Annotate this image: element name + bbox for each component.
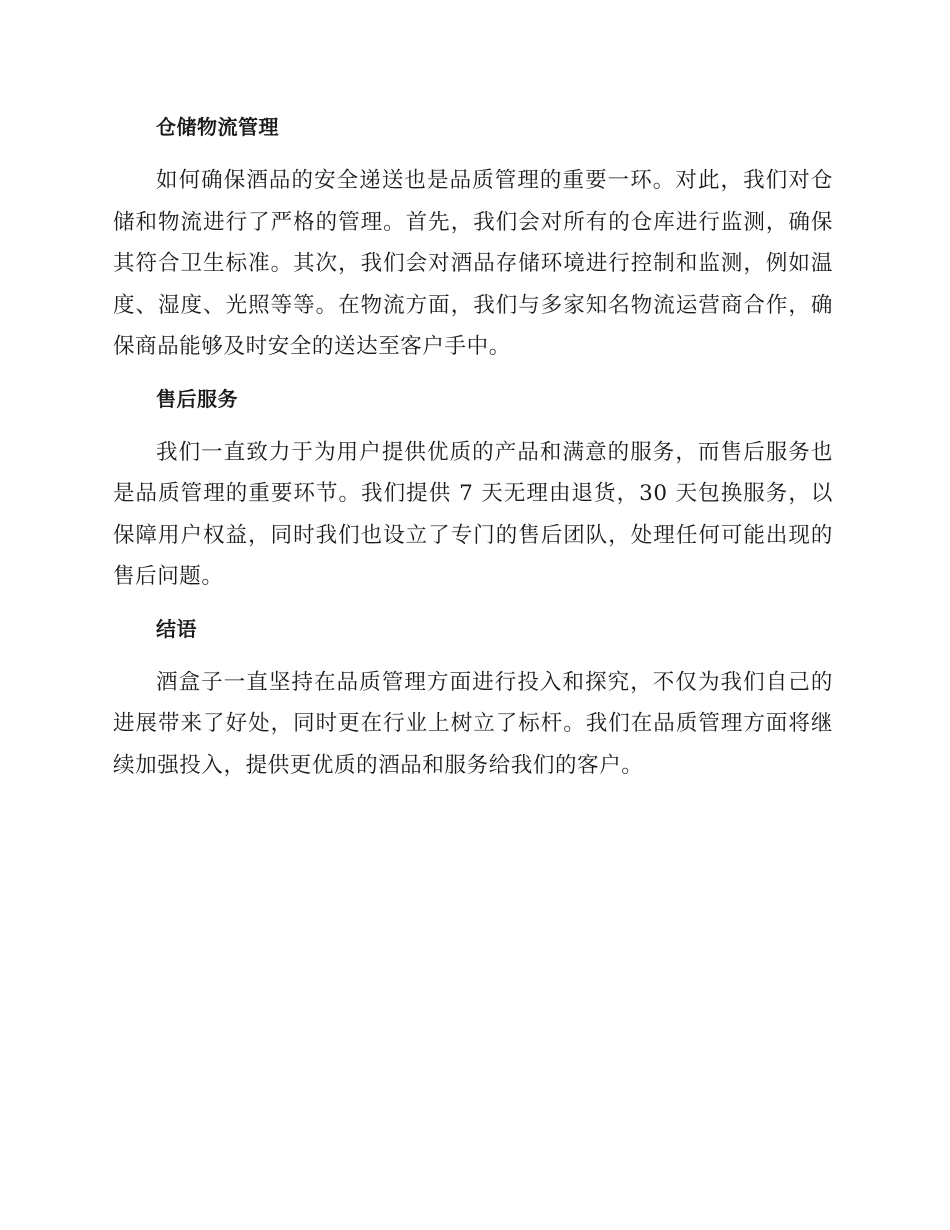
document-body [113, 108, 833, 798]
section-paragraph-after-sales: 我们一直致力于为用户提供优质的产品和满意的服务，而售后服务也是品质管理的重要环节。我们提供 7 天无理由退货，30 天包换服务，以保障用户权益，同时我们也设立了专门的售后团队，处理任何可能出现的售后问题。 [113, 439, 833, 589]
section-heading-after-sales: 售后服务 [156, 386, 238, 411]
section-paragraph-conclusion: 酒盒子一直坚持在品质管理方面进行投入和探究，不仅为我们自己的进展带来了好处，同时更在行业上树立了标杆。我们在品质管理方面将继续加强投入，提供更优质的酒品和服务给我们的客户。 [113, 669, 833, 778]
section-heading-conclusion: 结语 [156, 616, 197, 641]
section-paragraph-warehouse-logistics: 如何确保酒品的安全递送也是品质管理的重要一环。对此，我们对仓储和物流进行了严格的管理。首先，我们会对所有的仓库进行监测，确保其符合卫生标准。其次，我们会对酒品存储环境进行控制和监测，例如温度、湿度、光照等等。在物流方面，我们与多家知名物流运营商合作，确保商品能够及时安全的送达至客户手中。 [113, 168, 833, 359]
section-heading-warehouse-logistics: 仓储物流管理 [156, 115, 279, 139]
